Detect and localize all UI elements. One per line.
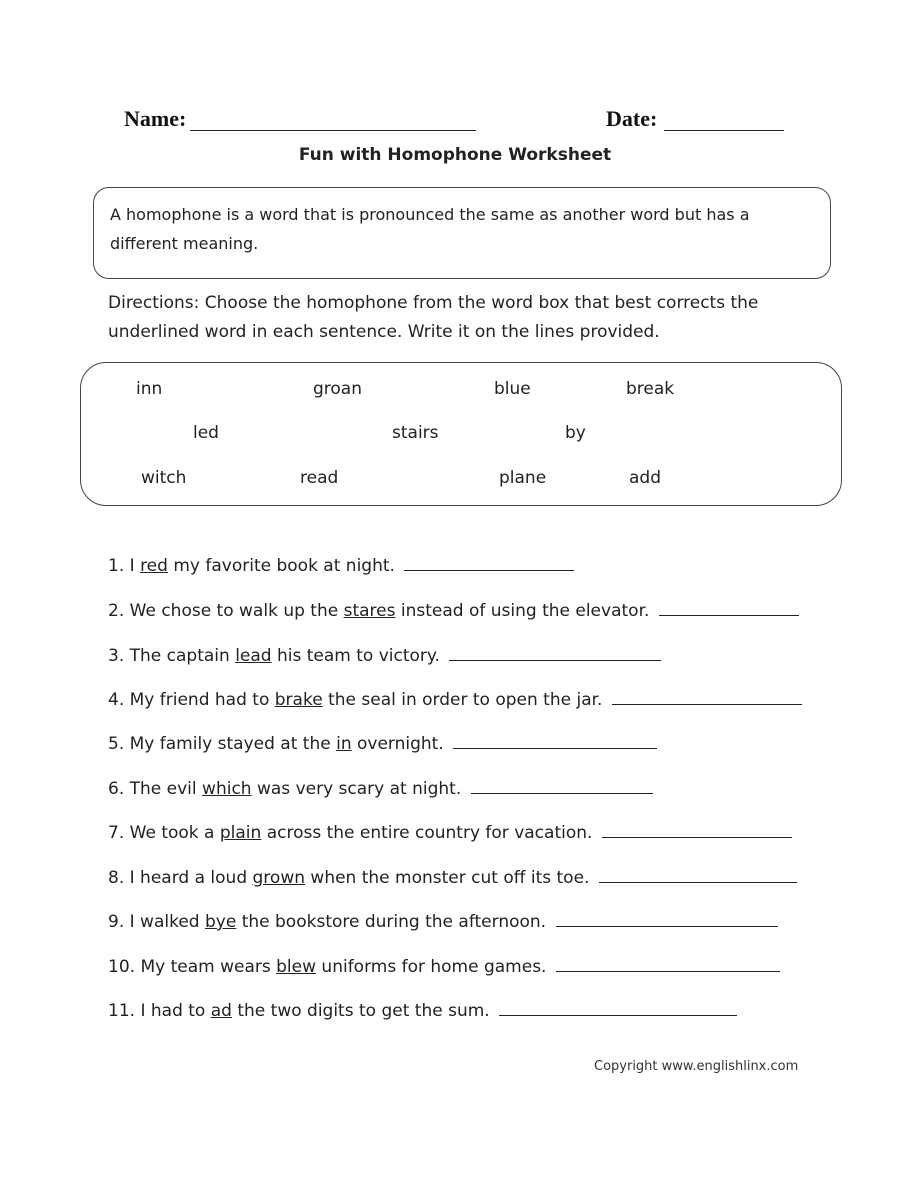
- answer-line[interactable]: [602, 823, 792, 838]
- copyright-text: Copyright www.englishlinx.com: [594, 1059, 799, 1074]
- worksheet-title: Fun with Homophone Worksheet: [298, 145, 612, 165]
- question-text: uniforms for home games.: [316, 957, 547, 977]
- underlined-word: in: [336, 734, 352, 754]
- question-text: overnight.: [351, 734, 444, 754]
- question-text: My friend had to: [129, 690, 275, 710]
- answer-line[interactable]: [471, 779, 653, 794]
- question-text: instead of using the elevator.: [395, 601, 650, 621]
- name-label: Name:: [124, 106, 187, 131]
- underlined-word: bye: [205, 912, 237, 932]
- question-9: [108, 912, 778, 932]
- question-number: 5.: [108, 734, 125, 754]
- question-text: My team wears: [140, 957, 277, 977]
- underlined-word: blew: [276, 957, 317, 977]
- question-text: his team to victory.: [271, 646, 440, 666]
- question-text: I heard a loud: [129, 868, 253, 888]
- question-text: The evil: [129, 779, 203, 799]
- question-text: I: [129, 556, 141, 576]
- answer-line[interactable]: [449, 646, 661, 661]
- question-text: The captain: [129, 646, 236, 666]
- question-3: [108, 646, 661, 666]
- word-box-item: groan: [313, 379, 362, 399]
- name-field[interactable]: [190, 130, 476, 131]
- answer-line[interactable]: [556, 957, 780, 972]
- word-box-item: witch: [141, 468, 187, 488]
- answer-line[interactable]: [659, 601, 799, 616]
- question-2: [108, 601, 799, 621]
- question-text: the bookstore during the afternoon.: [236, 912, 547, 932]
- question-text: was very scary at night.: [251, 779, 462, 799]
- question-text: the two digits to get the sum.: [231, 1001, 490, 1021]
- question-text: I had to: [140, 1001, 211, 1021]
- word-box-item: led: [193, 423, 219, 443]
- question-number: 8.: [108, 868, 125, 888]
- question-number: 7.: [108, 823, 125, 843]
- question-text: We chose to walk up the: [129, 601, 344, 621]
- question-number: 9.: [108, 912, 125, 932]
- underlined-word: lead: [235, 646, 272, 666]
- question-8: [108, 868, 797, 888]
- question-7: [108, 823, 792, 843]
- question-text: my favorite book at night.: [167, 556, 395, 576]
- underlined-word: red: [140, 556, 168, 576]
- question-text: My family stayed at the: [129, 734, 337, 754]
- word-box-item: by: [565, 423, 586, 443]
- word-box-item: inn: [136, 379, 163, 399]
- answer-line[interactable]: [453, 734, 657, 749]
- answer-line[interactable]: [499, 1001, 737, 1016]
- question-4: [108, 690, 802, 710]
- question-10: [108, 957, 780, 977]
- definition-text: A homophone is a word that is pronounced the same as another word but has a different meaning.: [110, 205, 750, 253]
- word-box: [80, 362, 842, 506]
- underlined-word: brake: [274, 690, 323, 710]
- question-number: 2.: [108, 601, 125, 621]
- word-box-item: add: [629, 468, 661, 488]
- question-number: 6.: [108, 779, 125, 799]
- question-text: across the entire country for vacation.: [261, 823, 593, 843]
- date-label: Date:: [606, 106, 658, 131]
- word-box-item: break: [626, 379, 675, 399]
- answer-line[interactable]: [612, 690, 802, 705]
- question-number: 3.: [108, 646, 125, 666]
- question-number: 1.: [108, 556, 125, 576]
- question-text: I walked: [129, 912, 205, 932]
- question-number: 10.: [108, 957, 136, 977]
- question-1: [108, 556, 574, 576]
- word-box-item: stairs: [392, 423, 439, 443]
- question-11: [108, 1001, 737, 1021]
- underlined-word: stares: [343, 601, 396, 621]
- question-6: [108, 779, 653, 799]
- underlined-word: grown: [252, 868, 306, 888]
- word-box-item: plane: [499, 468, 547, 488]
- underlined-word: which: [202, 779, 252, 799]
- question-text: the seal in order to open the jar.: [322, 690, 603, 710]
- question-text: when the monster cut off its toe.: [305, 868, 590, 888]
- directions-text: Directions: Choose the homophone from the word box that best corrects the underlined word in each sentence. Write it on the lines provided.: [108, 293, 759, 342]
- underlined-word: plain: [219, 823, 262, 843]
- answer-line[interactable]: [556, 912, 778, 927]
- question-number: 11.: [108, 1001, 136, 1021]
- definition-box: [93, 187, 831, 279]
- answer-line[interactable]: [404, 556, 574, 571]
- word-box-item: read: [300, 468, 339, 488]
- question-number: 4.: [108, 690, 125, 710]
- underlined-word: ad: [210, 1001, 232, 1021]
- answer-line[interactable]: [599, 868, 797, 883]
- question-text: We took a: [129, 823, 220, 843]
- date-field[interactable]: [664, 130, 784, 131]
- word-box-item: blue: [494, 379, 531, 399]
- question-5: [108, 734, 657, 754]
